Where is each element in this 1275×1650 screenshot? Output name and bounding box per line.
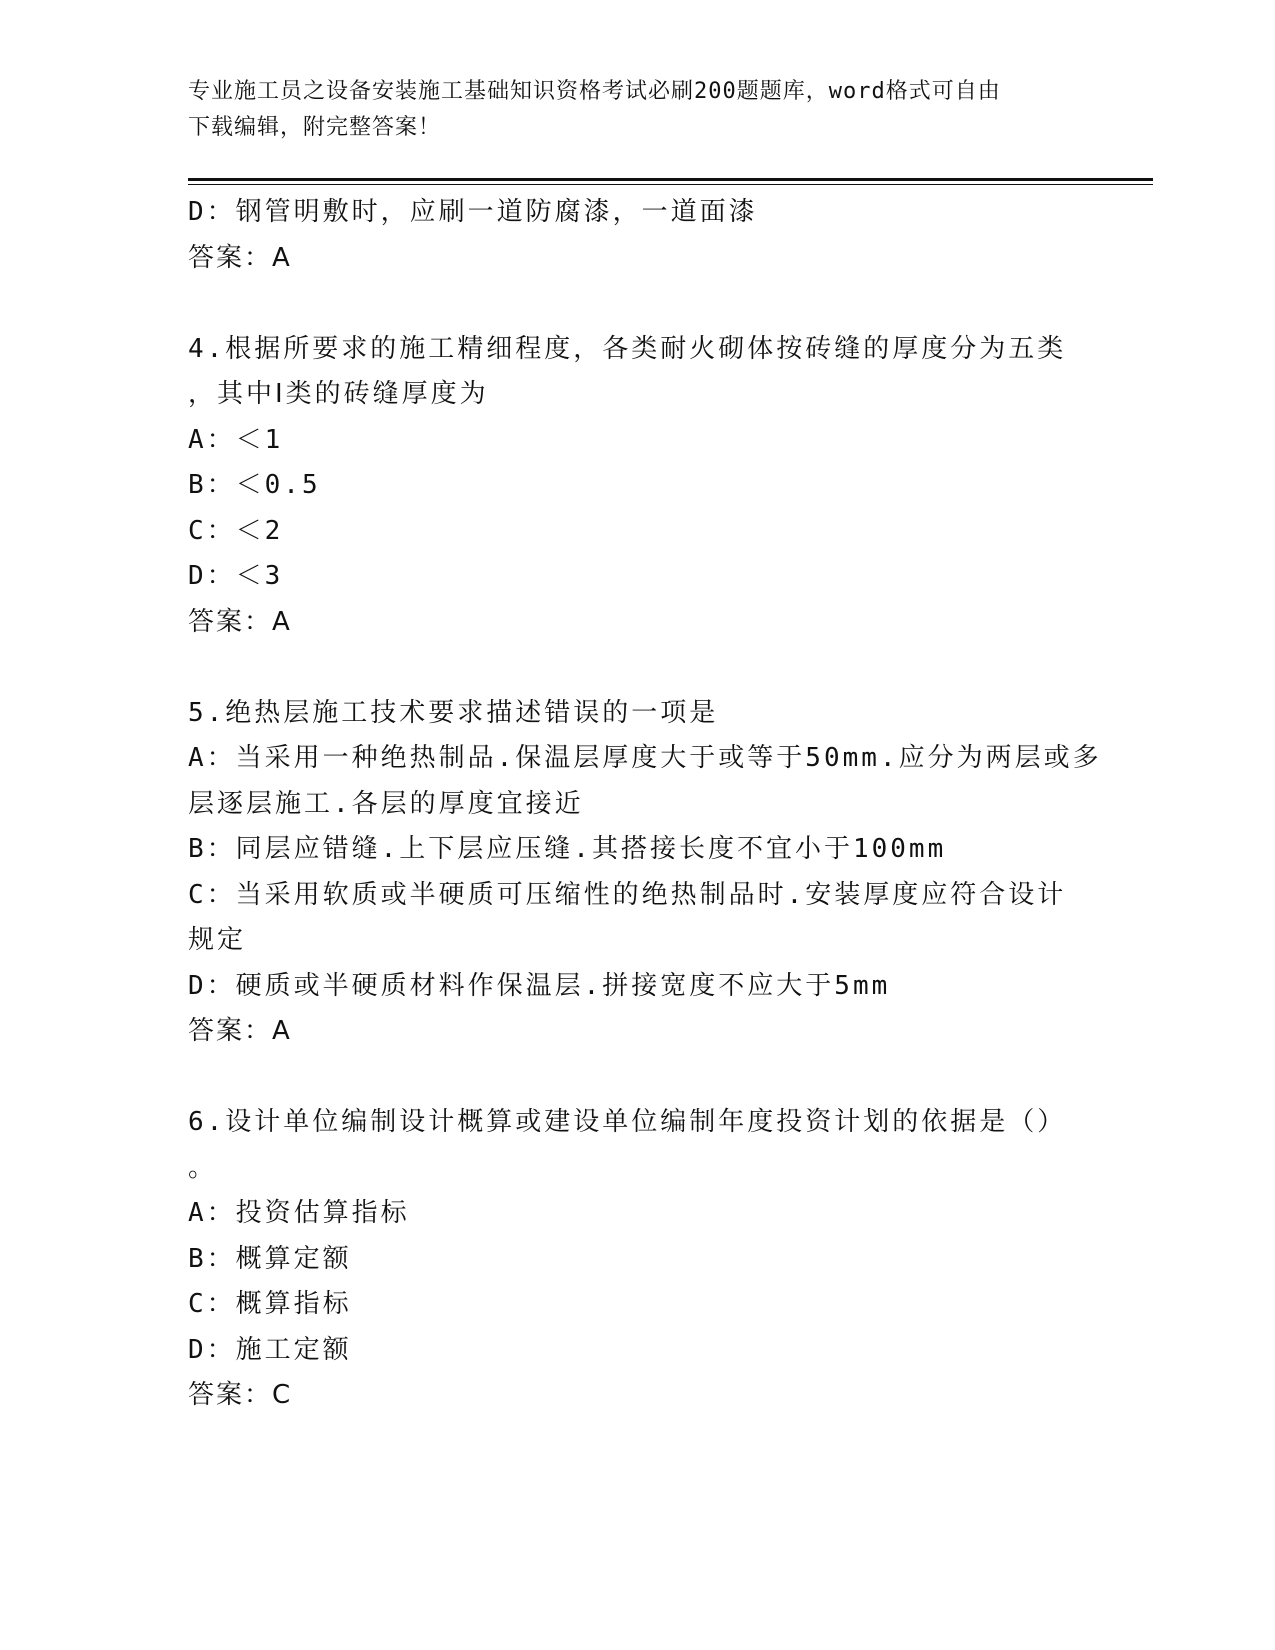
q6-option-d: D：施工定额 [188,1334,352,1365]
q5-option-c-line-1: C：当采用软质或半硬质可压缩性的绝热制品时.安装厚度应符合设计 [188,879,1067,910]
q6-stem-line-2: 。 [188,1152,218,1183]
question-3-block [188,190,1088,281]
q5-option-d: D：硬质或半硬质材料作保温层.拼接宽度不应大于5mm [188,970,891,1001]
q4-stem-line-2: ，其中Ⅰ类的砖缝厚度为 [188,379,489,409]
q3-answer: 答案：A [188,242,292,273]
header-line-1: 专业施工员之设备安装施工基础知识资格考试必刷200题题库，word格式可自由 [188,79,1001,104]
question-5-block [188,691,1102,1055]
q5-answer: 答案：A [188,1016,292,1046]
q4-answer: 答案：A [188,606,292,637]
q5-option-b: B：同层应错缝.上下层应压缝.其搭接长度不宜小于100mm [188,834,947,864]
header-rule-thick [188,178,1153,181]
spacer [188,281,1088,327]
q5-option-a-line-1: A：当采用一种绝热制品.保温层厚度大于或等于50mm.应分为两层或多 [188,743,1102,773]
q5-stem: 5.绝热层施工技术要求描述错误的一项是 [188,697,719,728]
header-rule-thin [188,184,1153,185]
q4-option-a: A：＜1 [188,424,284,455]
q6-option-a: A：投资估算指标 [188,1198,410,1228]
header-line-2: 下载编辑，附完整答案！ [188,115,442,140]
question-6-block [188,1100,1088,1419]
question-4-block [188,327,1088,646]
spacer [188,645,1088,691]
q3-option-d: D：钢管明敷时，应刷一道防腐漆，一道面漆 [188,197,758,227]
q4-option-c: C：＜2 [188,515,284,546]
question-content [188,190,1102,1419]
q5-option-a-line-2: 层逐层施工.各层的厚度宜接近 [188,788,584,819]
q6-stem-line-1: 6.设计单位编制设计概算或建设单位编制年度投资计划的依据是（） [188,1107,1067,1137]
spacer [188,1055,1088,1101]
document-header [188,74,1088,146]
q6-option-b: B：概算定额 [188,1243,352,1274]
q6-answer: 答案：C [188,1380,293,1410]
q4-stem-line-1: 4.根据所要求的施工精细程度，各类耐火砌体按砖缝的厚度分为五类 [188,333,1067,364]
q4-option-d: D：＜3 [188,561,284,591]
q4-option-b: B：＜0.5 [188,470,321,500]
q5-option-c-line-2: 规定 [188,925,247,955]
q6-option-c: C：概算指标 [188,1289,352,1319]
